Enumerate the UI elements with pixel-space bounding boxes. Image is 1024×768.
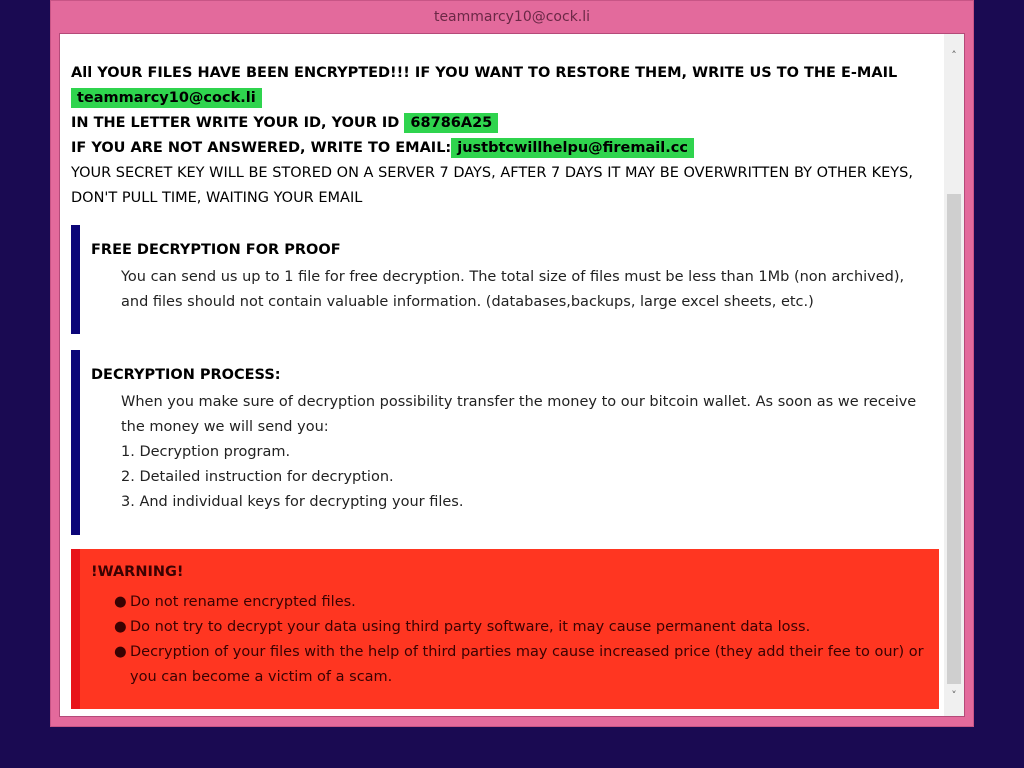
free-decryption-text: You can send us up to 1 file for free decryption. The total size of files must be less than 1Mb (non archived), and files should not contain valuable information. (databases,backups, large excel sheets, etc.) (121, 269, 905, 310)
key-storage-note: YOUR SECRET KEY WILL BE STORED ON A SERVER 7 DAYS, AFTER 7 DAYS IT MAY BE OVERWRITTEN BY OTHER KEYS, (71, 165, 913, 181)
bullet-icon: ● (114, 594, 127, 610)
process-description: When you make sure of decryption possibility transfer the money to our bitcoin wallet. As soon as we receive the money we will send you: (121, 394, 917, 435)
id-label: IN THE LETTER WRITE YOUR ID, YOUR ID (71, 115, 400, 131)
email1-row (71, 86, 913, 111)
process-step: 1. Decryption program. (121, 444, 291, 460)
window-title: teammarcy10@cock.li (433, 9, 591, 25)
secondary-email[interactable]: justbtcwillhelpu@firemail.cc (451, 138, 694, 158)
waiting-note: DON'T PULL TIME, WAITING YOUR EMAIL (71, 190, 363, 206)
free-decryption-title: FREE DECRYPTION FOR PROOF (91, 242, 341, 258)
vertical-scrollbar[interactable] (944, 34, 964, 716)
note-content-area (59, 33, 965, 717)
decryption-process-text (121, 390, 933, 515)
warning-list (114, 590, 930, 690)
ransom-note-window (50, 0, 974, 727)
victim-id[interactable]: 68786A25 (404, 113, 498, 133)
id-row (71, 111, 913, 136)
warning-item: ● Do not rename encrypted files. (130, 590, 930, 615)
decryption-process-title: DECRYPTION PROCESS: (91, 367, 281, 383)
scroll-thumb[interactable] (947, 194, 961, 684)
warning-item: ● Do not try to decrypt your data using third party software, it may cause permanent data loss. (130, 615, 930, 640)
primary-email[interactable]: teammarcy10@cock.li (71, 88, 262, 108)
warning-item: ● Decryption of your files with the help of third parties may cause increased price (they add their fee to our) or you can become a victim of a scam. (130, 640, 930, 690)
alt-email-row (71, 136, 913, 161)
bullet-icon: ● (114, 644, 127, 660)
intro-headline: All YOUR FILES HAVE BEEN ENCRYPTED!!! IF YOU WANT TO RESTORE THEM, WRITE US TO THE E-MAIL (71, 65, 898, 81)
scroll-up-icon[interactable]: ˄ (951, 49, 957, 62)
free-decryption-section (71, 225, 939, 334)
warning-box (71, 549, 939, 709)
process-step: 2. Detailed instruction for decryption. (121, 469, 394, 485)
note-content (60, 34, 946, 716)
alt-email-label: IF YOU ARE NOT ANSWERED, WRITE TO EMAIL: (71, 140, 452, 156)
decryption-process-section (71, 350, 939, 535)
bullet-icon: ● (114, 619, 127, 635)
warning-title: !WARNING! (91, 564, 184, 580)
scroll-down-icon[interactable]: ˅ (951, 689, 957, 702)
process-step: 3. And individual keys for decrypting your files. (121, 494, 464, 510)
intro-block (71, 61, 913, 211)
